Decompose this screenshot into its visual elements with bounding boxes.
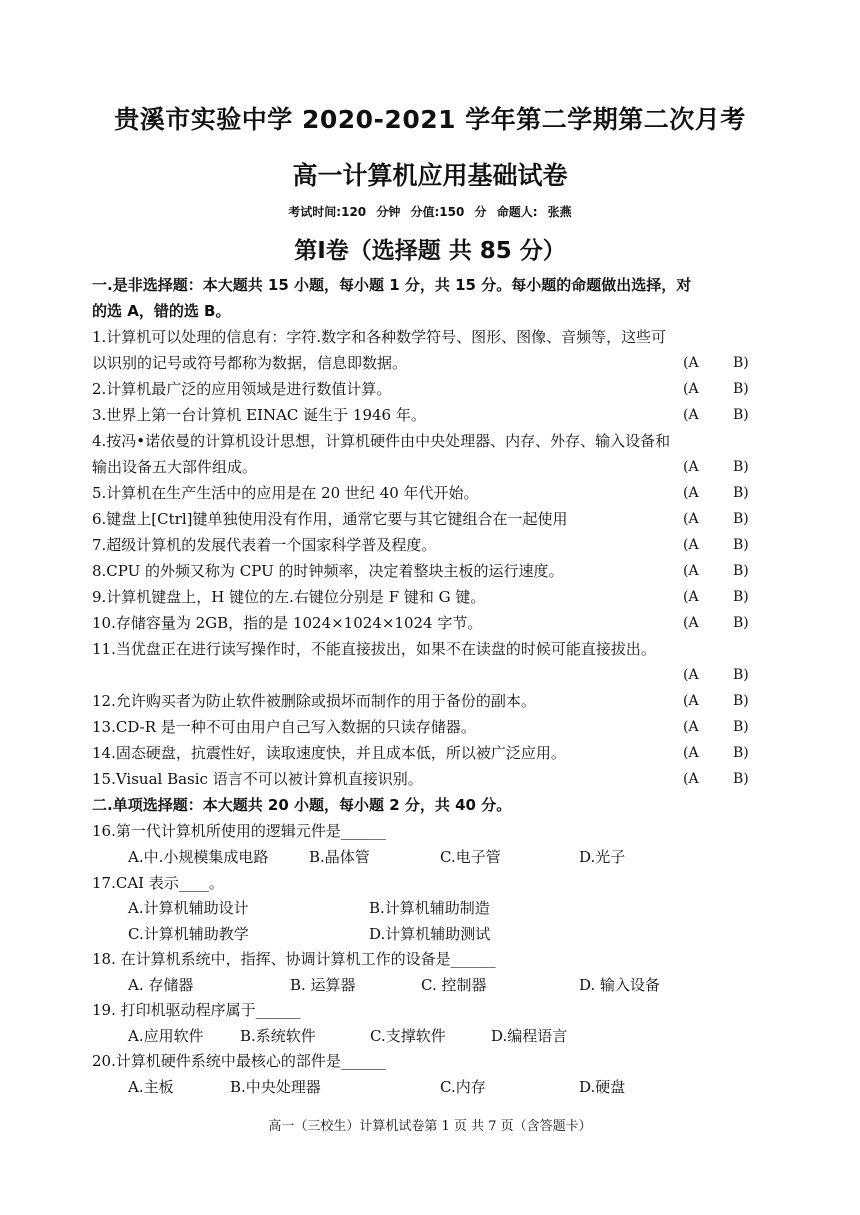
option-b: B.晶体管 (309, 848, 370, 866)
choice-a: (A (683, 485, 699, 501)
choice-a: (A (683, 745, 699, 761)
exam-title: 贵溪市实验中学 2020-2021 学年第二学期第二次月考 (114, 105, 746, 134)
option-c: C.支撑软件 (370, 1027, 446, 1045)
choice-b: B) (733, 719, 749, 735)
choice-a: (A (683, 563, 699, 579)
question-17: 17.CAI 表示____。 (92, 874, 224, 892)
choice-b: B) (733, 537, 749, 553)
option-c: C.内存 (440, 1078, 486, 1096)
choice-b: B) (733, 693, 749, 709)
question-9: 9.计算机键盘上，H 键位的左.右键位分别是 F 键和 G 键。 (92, 588, 486, 606)
part1-heading-cont: 的选 A，错的选 B。 (92, 302, 231, 320)
option-b: B. 运算器 (290, 976, 356, 994)
question-6: 6.键盘上[Ctrl]键单独使用没有作用，通常它要与其它键组合在一起使用 (92, 510, 568, 528)
page-footer: 高一（三校生）计算机试卷第 1 页 共 7 页（含答题卡） (268, 1119, 592, 1134)
option-b: B.计算机辅助制造 (369, 899, 490, 917)
option-c: C.计算机辅助教学 (128, 925, 249, 943)
question-10: 10.存储容量为 2GB，指的是 1024×1024×1024 字节。 (92, 614, 483, 632)
choice-b: B) (733, 381, 749, 397)
choice-b: B) (733, 615, 749, 631)
choice-a: (A (683, 511, 699, 527)
choice-a: (A (683, 615, 699, 631)
choice-a: (A (683, 719, 699, 735)
option-a: A.应用软件 (128, 1027, 204, 1045)
choice-a: (A (683, 771, 699, 787)
exam-meta: 考试时间:120 分钟 分值:150 分 命题人: 张燕 (288, 205, 572, 219)
option-a: A.计算机辅助设计 (128, 899, 249, 917)
choice-b: B) (733, 407, 749, 423)
question-8: 8.CPU 的外频又称为 CPU 的时钟频率，决定着整块主板的运行速度。 (92, 562, 564, 580)
choice-a: (A (683, 381, 699, 397)
option-c: C. 控制器 (421, 976, 487, 994)
question-16: 16.第一代计算机所使用的逻辑元件是______ (92, 822, 386, 840)
question-5: 5.计算机在生产生活中的应用是在 20 世纪 40 年代开始。 (92, 484, 479, 502)
option-d: D.光子 (579, 848, 626, 866)
option-d: D.编程语言 (491, 1027, 568, 1045)
part2-heading: 二.单项选择题：本大题共 20 小题，每小题 2 分，共 40 分。 (92, 796, 512, 814)
question-13: 13.CD-R 是一种不可由用户自己写入数据的只读存储器。 (92, 718, 476, 736)
question-18: 18. 在计算机系统中，指挥、协调计算机工作的设备是______ (92, 950, 496, 968)
choice-b: B) (733, 485, 749, 501)
question-19: 19. 打印机驱动程序属于______ (92, 1001, 301, 1019)
option-d: D. 输入设备 (579, 976, 661, 994)
option-a: A.中.小规模集成电路 (128, 848, 269, 866)
option-a: A. 存储器 (128, 976, 194, 994)
question-12: 12.允许购买者为防止软件被删除或损坏而制作的用于备份的副本。 (92, 692, 536, 710)
section-title: 第Ⅰ卷（选择题 共 85 分） (294, 238, 566, 264)
choice-b: B) (733, 355, 749, 371)
choice-a: (A (683, 589, 699, 605)
option-d: D.计算机辅助测试 (369, 925, 491, 943)
question-11: 11.当优盘正在进行读写操作时，不能直接拔出，如果不在读盘的时候可能直接拔出。 (92, 640, 656, 658)
question-1-cont: 以识别的记号或符号都称为数据，信息即数据。 (92, 354, 408, 372)
option-b: B.中央处理器 (230, 1078, 321, 1096)
question-4: 4.按冯•诺依曼的计算机设计思想，计算机硬件由中央处理器、内存、外存、输入设备和 (92, 432, 671, 450)
choice-a: (A (683, 459, 699, 475)
question-4-cont: 输出设备五大部件组成。 (92, 458, 258, 476)
choice-a: (A (683, 667, 699, 683)
choice-a: (A (683, 537, 699, 553)
choice-b: B) (733, 667, 749, 683)
question-3: 3.世界上第一台计算机 EINAC 诞生于 1946 年。 (92, 406, 426, 424)
choice-b: B) (733, 745, 749, 761)
choice-b: B) (733, 771, 749, 787)
choice-b: B) (733, 511, 749, 527)
part1-heading: 一.是非选择题：本大题共 15 小题，每小题 1 分，共 15 分。每小题的命题做出选择，对 (92, 276, 692, 294)
question-15: 15.Visual Basic 语言不可以被计算机直接识别。 (92, 770, 423, 788)
choice-b: B) (733, 589, 749, 605)
question-14: 14.固态硬盘，抗震性好，读取速度快，并且成本低，所以被广泛应用。 (92, 744, 566, 762)
choice-b: B) (733, 563, 749, 579)
question-2: 2.计算机最广泛的应用领域是进行数值计算。 (92, 380, 392, 398)
choice-b: B) (733, 459, 749, 475)
choice-a: (A (683, 407, 699, 423)
option-c: C.电子管 (440, 848, 501, 866)
question-20: 20.计算机硬件系统中最核心的部件是______ (92, 1052, 386, 1070)
exam-subtitle: 高一计算机应用基础试卷 (292, 161, 568, 190)
question-7: 7.超级计算机的发展代表着一个国家科学普及程度。 (92, 536, 437, 554)
option-d: D.硬盘 (579, 1078, 626, 1096)
choice-a: (A (683, 355, 699, 371)
choice-a: (A (683, 693, 699, 709)
option-b: B.系统软件 (240, 1027, 316, 1045)
question-1: 1.计算机可以处理的信息有：字符.数字和各种数学符号、图形、图像、音频等，这些可 (92, 328, 667, 346)
option-a: A.主板 (128, 1078, 174, 1096)
